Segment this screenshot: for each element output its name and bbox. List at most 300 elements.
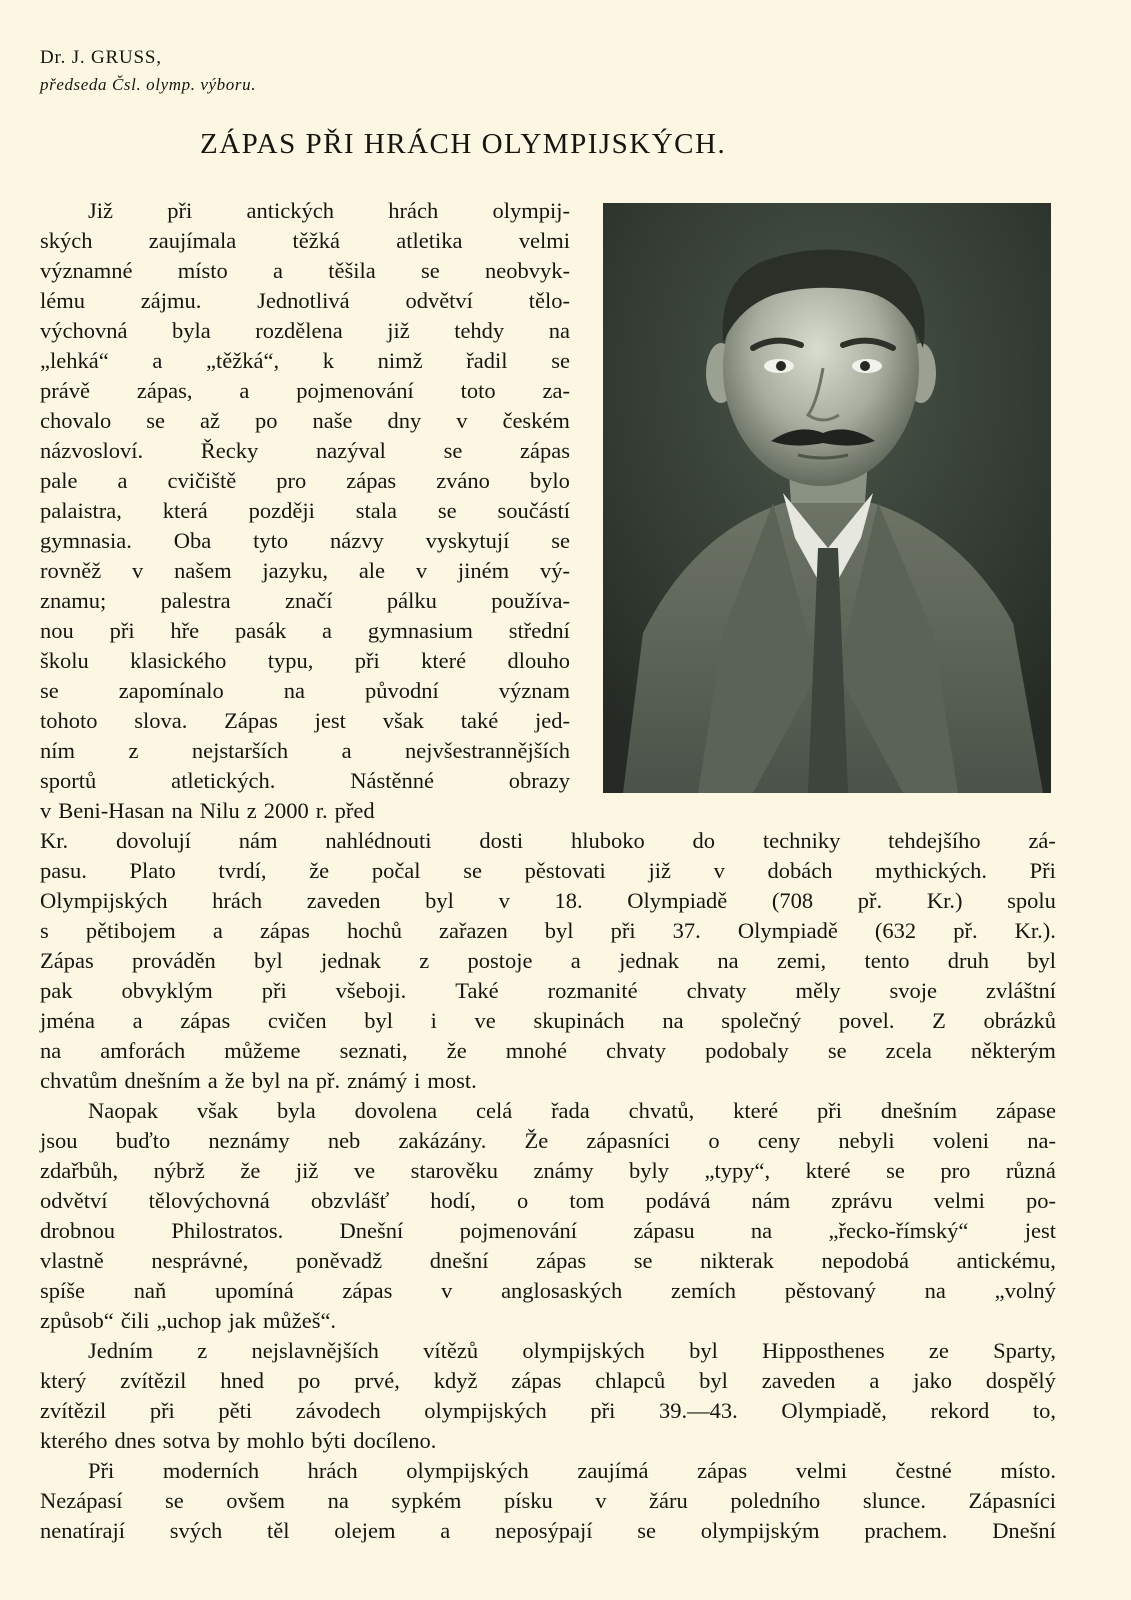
text-word: školu — [40, 648, 89, 673]
text-word: zápas — [180, 1008, 231, 1033]
text-line — [40, 557, 570, 585]
text-line — [40, 1397, 1056, 1425]
text-word: v — [40, 798, 52, 823]
text-word: počal — [371, 858, 421, 883]
text-word: 2000 — [263, 798, 309, 823]
text-word: Zápasníci — [968, 1488, 1056, 1513]
text-word: se — [633, 1248, 653, 1273]
text-word: dnešním — [880, 1098, 958, 1123]
text-word: „typy“, — [704, 1158, 771, 1183]
text-word: se — [551, 348, 570, 373]
text-line — [40, 1427, 1056, 1455]
text-line — [40, 1307, 1056, 1335]
text-word: se — [443, 438, 463, 463]
text-word: dny — [387, 408, 422, 433]
text-word: gymnasium — [367, 618, 473, 643]
text-word: pojmenování — [459, 1218, 578, 1243]
text-word: neb — [327, 1128, 361, 1153]
text-word: neobvyk- — [484, 258, 570, 283]
text-word: na — [171, 798, 193, 823]
text-word: zápas — [511, 1368, 562, 1393]
text-word: již — [387, 318, 410, 343]
text-word: nebyli — [838, 1128, 895, 1153]
text-word: střední — [508, 618, 570, 643]
text-word: Sparty, — [993, 1338, 1056, 1363]
text-word: mohlo — [246, 1428, 305, 1453]
text-word: ve — [353, 1158, 376, 1183]
text-word: že — [446, 1038, 467, 1063]
text-word: zaujímá — [577, 1458, 649, 1483]
text-word: byl — [699, 1368, 728, 1393]
text-word: známy — [533, 1158, 594, 1183]
text-word: který — [40, 1368, 87, 1393]
text-word: při — [167, 198, 193, 223]
text-word: Jedním — [88, 1338, 153, 1363]
text-word: pětibojem — [85, 918, 176, 943]
text-word: dovolují — [115, 828, 191, 853]
text-word: zápas — [346, 468, 397, 493]
text-word: v — [595, 1488, 607, 1513]
text-word: Oba — [173, 528, 212, 553]
text-word: a — [869, 1368, 880, 1393]
text-word: chvatů, — [628, 1098, 695, 1123]
text-word: zaveden — [306, 888, 381, 913]
text-word: hrách — [307, 1458, 358, 1483]
text-word: tělovýchovná — [148, 1188, 270, 1213]
text-line — [88, 197, 570, 225]
text-line — [40, 977, 1056, 1005]
text-word: jako — [913, 1368, 953, 1393]
text-word: se — [437, 498, 457, 523]
text-word: čili — [120, 1308, 150, 1333]
text-word: Olympiadě — [737, 918, 838, 943]
text-word: těžká — [292, 228, 340, 253]
text-word: chvaty — [686, 978, 747, 1003]
text-word: těl — [267, 1518, 290, 1543]
text-word: obzvlášť — [310, 1188, 390, 1213]
text-word: 37. — [672, 918, 701, 943]
text-word: stala — [355, 498, 397, 523]
text-line — [40, 227, 570, 255]
text-word: nejstarších — [191, 738, 289, 763]
text-word: Nezápasí — [40, 1488, 123, 1513]
text-word: celá — [475, 1098, 513, 1123]
text-word: českém — [502, 408, 570, 433]
text-word: nazýval — [315, 438, 386, 463]
text-word: drobnou — [40, 1218, 115, 1243]
text-word: v — [132, 558, 144, 583]
text-word: amforách — [100, 1038, 186, 1063]
text-word: můžeme — [224, 1038, 301, 1063]
text-word: zá- — [1028, 828, 1056, 853]
text-word: druh — [947, 948, 989, 973]
text-word: byl — [689, 1338, 718, 1363]
text-word: čestné — [895, 1458, 952, 1483]
text-word: chovalo — [40, 408, 112, 433]
text-line — [40, 737, 570, 765]
text-word: s — [40, 918, 49, 943]
text-word: se — [40, 678, 59, 703]
text-word: Zápas — [224, 708, 278, 733]
text-word: řadil — [466, 348, 508, 373]
text-word: zvítězil — [120, 1368, 187, 1393]
text-word: obvyklým — [121, 978, 213, 1003]
text-word: jména — [40, 1008, 95, 1033]
text-line — [40, 497, 570, 525]
text-word: palaistra, — [40, 498, 122, 523]
text-line — [40, 1247, 1056, 1275]
text-word: zvláštní — [985, 978, 1056, 1003]
text-word: na — [750, 1218, 773, 1243]
text-word: slunce. — [862, 1488, 926, 1513]
text-word: prvé, — [354, 1368, 400, 1393]
text-word: v — [415, 558, 428, 583]
text-word: olympijských — [406, 1458, 529, 1483]
text-word: atletických. — [171, 768, 276, 793]
text-word: ve — [474, 1008, 496, 1033]
text-word: žáru — [649, 1488, 688, 1513]
text-word: byla — [171, 318, 211, 343]
text-word: sotva — [162, 1428, 211, 1453]
text-word: zařazen — [439, 918, 508, 943]
text-word: používa- — [491, 588, 570, 613]
text-word: právě — [40, 378, 90, 403]
text-word: se — [827, 1038, 847, 1063]
text-word: ale — [358, 558, 386, 583]
text-word: skupinách — [533, 1008, 625, 1033]
text-word: Philostratos. — [171, 1218, 284, 1243]
text-word: mythických. — [875, 858, 987, 883]
text-word: původní — [364, 678, 439, 703]
text-word: př. — [857, 888, 883, 913]
text-word: techniky — [762, 828, 841, 853]
text-word: naše — [312, 408, 353, 433]
text-word: Nástěnné — [350, 768, 434, 793]
text-word: Plato — [129, 858, 176, 883]
text-word: tyto — [253, 528, 289, 553]
text-word: se — [146, 408, 165, 433]
text-word: která — [162, 498, 208, 523]
text-word: typu, — [267, 648, 314, 673]
text-word: hned — [220, 1368, 264, 1393]
text-word: pro — [940, 1158, 971, 1183]
text-line — [40, 797, 570, 825]
text-line — [40, 1007, 1056, 1035]
text-word: a — [207, 1068, 218, 1093]
text-word: dnešní — [429, 1248, 489, 1273]
text-word: seznati, — [339, 1038, 408, 1063]
text-word: vítězů — [423, 1338, 479, 1363]
text-word: i — [414, 1068, 421, 1093]
text-word: zemích — [671, 1278, 736, 1303]
text-word: antických — [246, 198, 334, 223]
text-word: závodech — [295, 1398, 381, 1423]
text-word: slova. — [134, 708, 188, 733]
text-word: značí — [284, 588, 333, 613]
text-word: však — [196, 1098, 239, 1123]
text-line — [40, 257, 570, 285]
text-word: mnohé — [505, 1038, 567, 1063]
text-word: významné — [40, 258, 133, 283]
text-word: názvosloví. — [40, 438, 144, 463]
text-word: pěstovaný — [784, 1278, 876, 1303]
text-word: až — [199, 408, 220, 433]
text-word: nikterak — [700, 1248, 774, 1273]
text-word: Olympijských — [40, 888, 168, 913]
text-word: a — [152, 348, 163, 373]
text-word: byl — [425, 888, 454, 913]
text-line — [40, 347, 570, 375]
text-word: můžeš“. — [262, 1308, 337, 1333]
text-line — [40, 707, 570, 735]
text-line — [40, 1067, 1056, 1095]
text-word: vý- — [539, 558, 570, 583]
text-word: které — [733, 1098, 779, 1123]
text-word: že — [240, 1158, 261, 1183]
text-word: byly — [629, 1158, 670, 1183]
text-word: o — [708, 1128, 720, 1153]
text-word: Z — [932, 1008, 946, 1033]
text-word: hře — [170, 618, 200, 643]
text-word: ceny — [757, 1128, 801, 1153]
text-word: sportů — [40, 768, 97, 793]
text-word: nejslavnějších — [251, 1338, 379, 1363]
text-word: dobách — [767, 858, 833, 883]
text-word: anglosaských — [501, 1278, 623, 1303]
text-word: voleni — [932, 1128, 990, 1153]
text-word: tohoto — [40, 708, 98, 733]
text-word: velmi — [933, 1188, 985, 1213]
text-word: z — [419, 948, 430, 973]
text-word: Řecky — [200, 438, 259, 463]
text-word: spíše — [40, 1278, 85, 1303]
text-word: Beni-Hasan — [58, 798, 165, 823]
text-word: Že — [524, 1128, 549, 1153]
text-word: gymnasia. — [40, 528, 132, 553]
text-word: na — [287, 1068, 309, 1093]
text-word: hluboko — [570, 828, 645, 853]
text-word: byl — [544, 918, 574, 943]
text-line — [40, 1157, 1056, 1185]
text-word: „lehká“ — [40, 348, 109, 373]
text-word: svoje — [889, 978, 937, 1003]
text-word: Olympiadě, — [781, 1398, 887, 1423]
text-word: byl — [253, 948, 283, 973]
text-word: klasického — [130, 648, 227, 673]
text-word: Kr.) — [926, 888, 963, 913]
text-line — [40, 437, 570, 465]
text-word: rozdělena — [255, 318, 343, 343]
text-word: tvrdí, — [218, 858, 267, 883]
text-word: olejem — [334, 1518, 396, 1543]
text-word: Kr.). — [1014, 918, 1056, 943]
text-word: a — [440, 1518, 451, 1543]
text-word: upomíná — [214, 1278, 294, 1303]
text-word: jest — [314, 708, 346, 733]
text-word: na — [662, 1008, 684, 1033]
text-word: však — [382, 708, 424, 733]
text-word: nesprávné, — [151, 1248, 249, 1273]
text-word: Zápas — [40, 948, 94, 973]
text-word: neznámy — [208, 1128, 290, 1153]
text-word: byl — [1027, 948, 1056, 973]
text-word: v — [441, 1278, 453, 1303]
text-word: již — [295, 1158, 319, 1183]
text-word: také — [460, 708, 499, 733]
text-word: býti — [311, 1428, 347, 1453]
text-word: zápas, — [136, 378, 193, 403]
text-line — [40, 317, 570, 345]
text-word: známý — [347, 1068, 408, 1093]
text-word: Při — [1029, 858, 1056, 883]
text-word: dnešním — [124, 1068, 201, 1093]
text-word: svých — [169, 1518, 223, 1543]
text-word: lému — [40, 288, 85, 313]
text-word: k — [322, 348, 334, 373]
text-word: vlastně — [40, 1248, 104, 1273]
text-word: nejvšestrannějších — [405, 738, 570, 763]
text-word: olympijských — [522, 1338, 645, 1363]
text-word: při — [610, 918, 636, 943]
text-word: zváno — [436, 468, 490, 493]
text-word: 39.—43. — [658, 1398, 738, 1423]
author-name: Dr. J. GRUSS, — [40, 47, 162, 68]
text-word: chvaty — [606, 1038, 667, 1063]
text-line — [40, 1037, 1056, 1065]
text-line — [40, 857, 1056, 885]
text-word: na — [283, 678, 305, 703]
text-line — [40, 647, 570, 675]
text-word: zdařbůh, — [40, 1158, 119, 1183]
text-line — [40, 407, 570, 435]
text-word: hochů — [346, 918, 402, 943]
text-word: zápasu — [633, 1218, 695, 1243]
text-word: tom — [569, 1188, 605, 1213]
text-word: olympijským — [700, 1518, 820, 1543]
text-word: Kr. — [40, 828, 69, 853]
text-word: odvětví — [40, 1188, 108, 1213]
text-word: a — [239, 378, 250, 403]
text-word: jak — [228, 1308, 256, 1333]
text-word: zápas — [697, 1458, 748, 1483]
text-word: hrách — [212, 888, 263, 913]
text-word: pasák — [234, 618, 287, 643]
text-word: v — [498, 888, 510, 913]
text-word: neposýpají — [495, 1518, 593, 1543]
text-word: prachem. — [864, 1518, 948, 1543]
text-word: písku — [503, 1488, 553, 1513]
text-line — [40, 767, 570, 795]
text-word: že — [224, 1068, 245, 1093]
text-word: se — [463, 858, 482, 883]
text-word: při — [149, 1398, 175, 1423]
text-word: pro — [276, 468, 307, 493]
text-word: zaujímala — [148, 228, 237, 253]
text-word: Dnešní — [339, 1218, 404, 1243]
text-word: rekord — [930, 1398, 990, 1423]
text-word: již — [648, 858, 671, 883]
text-word: z — [197, 1338, 208, 1363]
text-line — [40, 617, 570, 645]
text-word: se — [637, 1518, 657, 1543]
text-word: zcela — [885, 1038, 932, 1063]
text-word: po — [254, 408, 278, 433]
text-word: pálku — [386, 588, 437, 613]
text-word: chlapců — [595, 1368, 666, 1393]
text-word: nenatírají — [40, 1518, 125, 1543]
text-word: nám — [238, 828, 278, 853]
text-word: při — [354, 648, 380, 673]
text-word: zemi, — [776, 948, 827, 973]
text-word: na- — [1027, 1128, 1056, 1153]
text-word: se — [420, 258, 440, 283]
text-line — [40, 917, 1056, 945]
text-word: r. — [315, 798, 328, 823]
text-word: do — [692, 828, 716, 853]
text-word: olympij- — [492, 198, 570, 223]
text-word: zprávu — [831, 1188, 893, 1213]
text-word: z — [128, 738, 139, 763]
text-word: při — [261, 978, 287, 1003]
text-line — [40, 677, 570, 705]
text-word: před — [334, 798, 375, 823]
text-line — [40, 947, 1056, 975]
text-word: ze — [928, 1338, 949, 1363]
text-word: cvičiště — [167, 468, 237, 493]
text-line — [40, 527, 570, 555]
text-word: jednak — [619, 948, 680, 973]
text-word: Jednotlivá — [257, 288, 350, 313]
text-word: moderních — [162, 1458, 260, 1483]
text-word: nahlédnouti — [325, 828, 432, 853]
text-word: a — [272, 258, 283, 283]
text-word: těšila — [328, 258, 376, 283]
text-word: na — [548, 318, 570, 343]
text-word: že — [309, 858, 330, 883]
text-word: které — [421, 648, 467, 673]
text-word: cvičen — [267, 1008, 327, 1033]
text-word: vyskytují — [425, 528, 510, 553]
text-word: po — [297, 1368, 321, 1393]
text-word: se — [886, 1158, 905, 1183]
text-word: poledního — [730, 1488, 821, 1513]
text-word: z — [246, 798, 257, 823]
text-word: postoje — [467, 948, 533, 973]
text-word: o — [517, 1188, 529, 1213]
text-word: hrách — [388, 198, 439, 223]
text-line — [40, 1127, 1056, 1155]
text-line — [88, 1337, 1056, 1365]
text-word: Také — [455, 978, 499, 1003]
text-line — [40, 1517, 1056, 1545]
text-word: „uchop — [156, 1308, 222, 1333]
text-word: naň — [133, 1278, 167, 1303]
text-word: způsob“ — [40, 1308, 114, 1333]
text-word: dosti — [479, 828, 524, 853]
text-line — [40, 587, 570, 615]
text-word: pasu. — [40, 858, 87, 883]
text-word: ovšem — [226, 1488, 286, 1513]
text-word: Při — [88, 1458, 115, 1483]
text-word: „volný — [994, 1278, 1056, 1303]
text-word: význam — [498, 678, 570, 703]
text-line — [40, 1217, 1056, 1245]
text-word: to, — [1032, 1398, 1056, 1423]
text-word: jazyku, — [262, 558, 328, 583]
text-word: se — [165, 1488, 184, 1513]
text-word: pěti — [218, 1398, 253, 1423]
text-word: později — [248, 498, 315, 523]
